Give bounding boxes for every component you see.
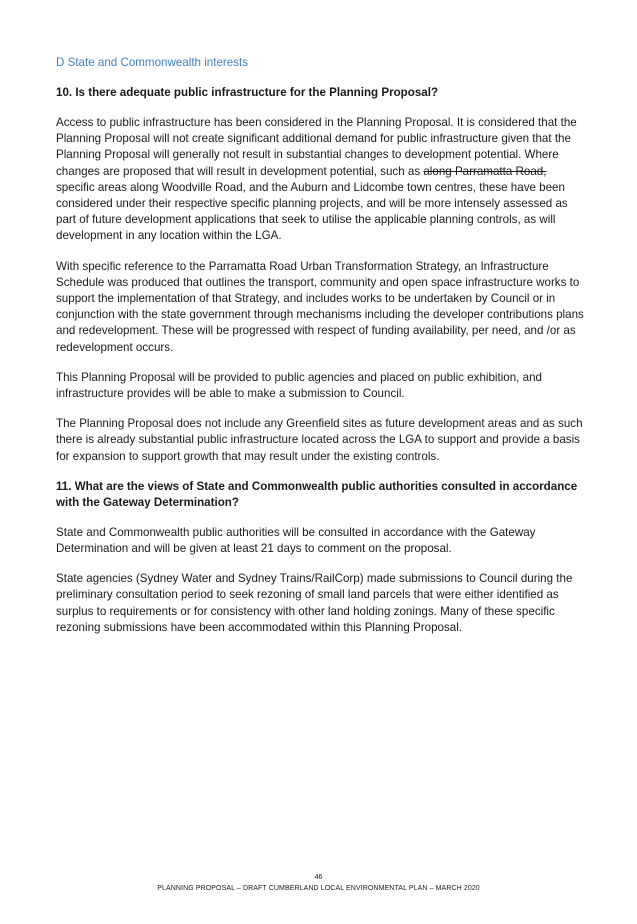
q10-p1-struck-text: along Parramatta Road, [423, 164, 547, 178]
q10-paragraph-3: This Planning Proposal will be provided to public agencies and placed on public exhibition, and infrastructure provides will be able to make a submission to Council. [56, 370, 542, 401]
q10-p1-text-a: Access to public infrastructure has been considered in the Planning Proposal. It is considered that the Planning Proposal will not create significant additional demand for public infrastructure given that the Planning Proposal will generally not result in substantial changes to development potential. Where changes are proposed that will result in development potential, such as [56, 116, 577, 178]
page-number: 46 [314, 874, 323, 881]
q11-paragraph-1: State and Commonwealth public authorities will be consulted in accordance with the Gateway Determination and will be given at least 21 days to comment on the proposal. [56, 525, 536, 556]
q10-paragraph-4: The Planning Proposal does not include any Greenfield sites as future development areas and as such there is already substantial public infrastructure located across the LGA to support and provide a basis for expansion to support growth that may result under the existing controls. [56, 417, 583, 463]
section-heading: D State and Commonwealth interests [56, 56, 249, 69]
footer-title: PLANNING PROPOSAL – DRAFT CUMBERLAND LOCAL ENVIRONMENTAL PLAN – MARCH 2020 [157, 885, 480, 892]
q11-paragraph-2: State agencies (Sydney Water and Sydney Trains/RailCorp) made submissions to Council during the preliminary consultation period to seek rezoning of small land parcels that were either identified as surplus to requirements or for consistency with other land holding zonings. Many of these specific rezoning submissions have been accommodated within this Planning Proposal. [56, 572, 573, 634]
question-11-heading: 11. What are the views of State and Commonwealth public authorities consulted in accordance with the Gateway Determination? [56, 479, 578, 509]
q10-paragraph-1 [56, 115, 586, 245]
question-10-heading: 10. Is there adequate public infrastructure for the Planning Proposal? [56, 86, 439, 99]
q10-paragraph-2: With specific reference to the Parramatta Road Urban Transformation Strategy, an Infrastructure Schedule was produced that outlines the transport, community and open space infrastructure works to support the implementation of that Strategy, and includes works to be undertaken by Council or in conjunction with the state government through mechanisms including the developer contributions plans and redevelopment. These will be progressed with respect of funding availability, per need, and /or as redevelopment occurs. [56, 259, 584, 354]
page-content [56, 55, 586, 650]
q10-p1-text-b: specific areas along Woodville Road, and the Auburn and Lidcombe town centres, these have been considered under their respective specific planning projects, and will be more intensely assessed as part of future development applications that seek to utilise the applicable planning controls, as will development in any location within the LGA. [56, 180, 568, 243]
